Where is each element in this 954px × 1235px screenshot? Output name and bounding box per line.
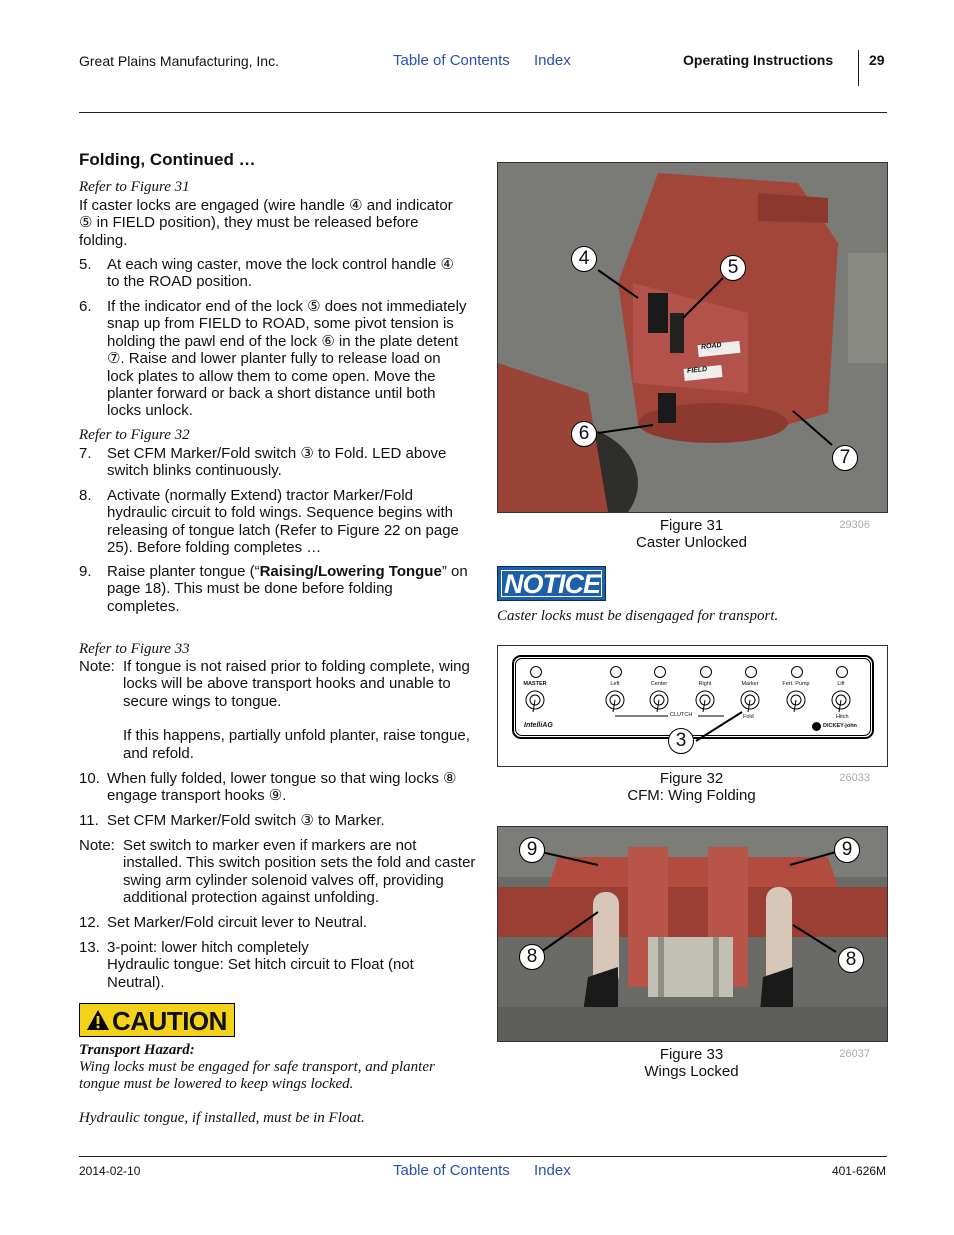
callout-6: 6 bbox=[571, 421, 597, 447]
field-label: FIELD bbox=[686, 365, 708, 376]
step-text bbox=[107, 563, 469, 615]
step-6 bbox=[79, 298, 469, 420]
step-text: 3-point: lower hitch completely bbox=[107, 939, 309, 956]
figure-number: 29306 bbox=[839, 519, 870, 531]
figure-33-photo bbox=[497, 826, 888, 1042]
switch-label-center: Center bbox=[650, 681, 668, 687]
step-number: 12. bbox=[79, 914, 100, 931]
footer-doc-number: 401-626M bbox=[831, 1164, 886, 1178]
step-text-2: Hydraulic tongue: Set hitch circuit to Float (not Neutral). bbox=[107, 956, 414, 991]
switch-label-marker: Marker bbox=[741, 681, 759, 687]
callout-8-right: 8 bbox=[838, 947, 864, 973]
switch-label-master: MASTER bbox=[523, 681, 547, 687]
note-label: Note: bbox=[79, 658, 115, 675]
step-text: Set CFM Marker/Fold switch ③ to Fold. LED above switch blinks continuously. bbox=[107, 445, 447, 480]
caution-badge bbox=[79, 1003, 235, 1037]
clutch-label: CLUTCH bbox=[670, 712, 693, 718]
step-number: 8. bbox=[79, 487, 92, 504]
figure-32-panel bbox=[497, 645, 888, 767]
switch-label-left: Left bbox=[610, 681, 620, 687]
notice-text: Caster locks must be disengaged for transport. bbox=[497, 608, 779, 624]
step-number: 13. bbox=[79, 939, 100, 956]
figure-subtitle: Caster Unlocked bbox=[636, 534, 747, 551]
warning-triangle-icon bbox=[86, 1009, 110, 1031]
step-8 bbox=[79, 487, 469, 557]
caution-label: CAUTION bbox=[112, 1006, 227, 1036]
callout-3: 3 bbox=[668, 728, 694, 754]
company-name: Great Plains Manufacturing, Inc. bbox=[79, 53, 279, 69]
toggle-switches bbox=[498, 646, 887, 766]
figure-subtitle: Wings Locked bbox=[644, 1063, 739, 1080]
header-divider bbox=[858, 50, 859, 86]
callout-5: 5 bbox=[720, 255, 746, 281]
note-text: If this happens, partially unfold planter, raise tongue, and refold. bbox=[123, 727, 470, 762]
callout-4: 4 bbox=[571, 246, 597, 272]
figure-33-caption bbox=[497, 1046, 886, 1080]
caution-title: Transport Hazard: bbox=[79, 1042, 195, 1058]
step-link-text: Raising/Lowering Tongue bbox=[259, 563, 442, 580]
step-number: 6. bbox=[79, 298, 92, 315]
note-1 bbox=[79, 658, 479, 762]
ref-figure-31: Refer to Figure 31 bbox=[79, 179, 190, 195]
notice-label: NOTICE bbox=[504, 569, 601, 599]
ref-figure-33: Refer to Figure 33 bbox=[79, 641, 190, 657]
note-label: Note: bbox=[79, 837, 115, 854]
step-9 bbox=[79, 563, 469, 615]
footer-toc-link[interactable]: Table of Contents bbox=[393, 1162, 510, 1179]
figure-title: Figure 31 bbox=[659, 517, 724, 534]
step-text: Set Marker/Fold circuit lever to Neutral. bbox=[107, 914, 368, 931]
caution-text-2: Hydraulic tongue, if installed, must be in Float. bbox=[79, 1110, 365, 1126]
header-index-link[interactable]: Index bbox=[534, 52, 571, 69]
dickey-john-icon bbox=[812, 722, 821, 731]
callout-7: 7 bbox=[832, 445, 858, 471]
figure-31-photo bbox=[497, 162, 888, 513]
callout-leaders bbox=[498, 163, 887, 512]
header-rule bbox=[79, 112, 887, 113]
notice-badge bbox=[497, 566, 606, 601]
caution-text: Wing locks must be engaged for safe transport, and planter tongue must be lowered to keep wings locked. bbox=[79, 1059, 435, 1092]
ref-figure-32: Refer to Figure 32 bbox=[79, 427, 190, 443]
footer-rule bbox=[79, 1156, 887, 1157]
page-number: 29 bbox=[869, 52, 885, 68]
step-number: 7. bbox=[79, 445, 92, 462]
step-text-post: ” on page 18). This must be done before folding completes. bbox=[107, 563, 468, 615]
figure-32-caption bbox=[497, 770, 886, 804]
figure-title: Figure 33 bbox=[659, 1046, 724, 1063]
callout-9-left: 9 bbox=[519, 837, 545, 863]
switch-label-right: Right bbox=[698, 681, 712, 687]
step-number: 5. bbox=[79, 256, 92, 273]
step-number: 10. bbox=[79, 770, 100, 787]
step-10 bbox=[79, 770, 469, 805]
step-number: 9. bbox=[79, 563, 92, 580]
callout-leaders bbox=[498, 827, 887, 1041]
step-text: Activate (normally Extend) tractor Marker/Fold hydraulic circuit to fold wings. Sequence begins with releasing of tongue latch (Refer to Figure 22 on page 25). Before folding completes … bbox=[107, 487, 459, 557]
fold-label: Fold bbox=[743, 714, 754, 720]
road-label: ROAD bbox=[700, 341, 722, 352]
dickey-john-logo: DICKEY-john bbox=[823, 723, 857, 729]
step-11 bbox=[79, 812, 469, 829]
figure-number: 26033 bbox=[839, 772, 870, 784]
step-5 bbox=[79, 256, 469, 291]
callout-8-left: 8 bbox=[519, 944, 545, 970]
step-text: When fully folded, lower tongue so that wing locks ⑧ engage transport hooks ⑨. bbox=[107, 770, 457, 805]
step-text: At each wing caster, move the lock control handle ④ to the ROAD position. bbox=[107, 256, 454, 291]
switch-label-fert-pump: Fert. Pump bbox=[782, 681, 810, 687]
step-number: 11. bbox=[79, 812, 99, 829]
note-text: Set switch to marker even if markers are not installed. This switch position sets the fold and caster swing arm cylinder solenoid valves off, providing additional protection against unfolding. bbox=[123, 837, 476, 907]
step-13 bbox=[79, 939, 469, 991]
section-title: Operating Instructions bbox=[683, 52, 834, 68]
switch-label-lift: Lift bbox=[837, 681, 845, 687]
figure-subtitle: CFM: Wing Folding bbox=[627, 787, 756, 804]
intelliag-logo: IntelliAG bbox=[524, 722, 553, 729]
intro-paragraph: If caster locks are engaged (wire handle ④ and indicator ⑤ in FIELD position), they must be released before folding. bbox=[79, 197, 453, 249]
figure-title: Figure 32 bbox=[659, 770, 724, 787]
footer-date: 2014-02-10 bbox=[79, 1164, 141, 1178]
hitch-label: Hitch bbox=[836, 714, 849, 720]
note-2 bbox=[79, 837, 479, 907]
footer-index-link[interactable]: Index bbox=[534, 1162, 571, 1179]
step-text: If the indicator end of the lock ⑤ does not immediately snap up from FIELD to ROAD, some pivot tension is holding the pawl end of the lock ⑥ in the plate detent ⑦. Raise and lower planter fully to release load on lock plates to allow them to come open. Move the planter forward or back a short distance until both locks unlock. bbox=[107, 298, 467, 420]
callout-9-right: 9 bbox=[834, 837, 860, 863]
header-toc-link[interactable]: Table of Contents bbox=[393, 52, 510, 69]
section-heading: Folding, Continued … bbox=[79, 150, 256, 169]
step-12 bbox=[79, 914, 469, 931]
step-text-pre: Raise planter tongue (“ bbox=[107, 563, 260, 580]
note-text: If tongue is not raised prior to folding complete, wing locks will be above transport hooks and unable to secure wings to tongue. bbox=[123, 658, 470, 710]
step-text: Set CFM Marker/Fold switch ③ to Marker. bbox=[107, 812, 385, 829]
figure-31-caption bbox=[497, 517, 886, 551]
step-7 bbox=[79, 445, 469, 480]
figure-number: 26037 bbox=[839, 1048, 870, 1060]
